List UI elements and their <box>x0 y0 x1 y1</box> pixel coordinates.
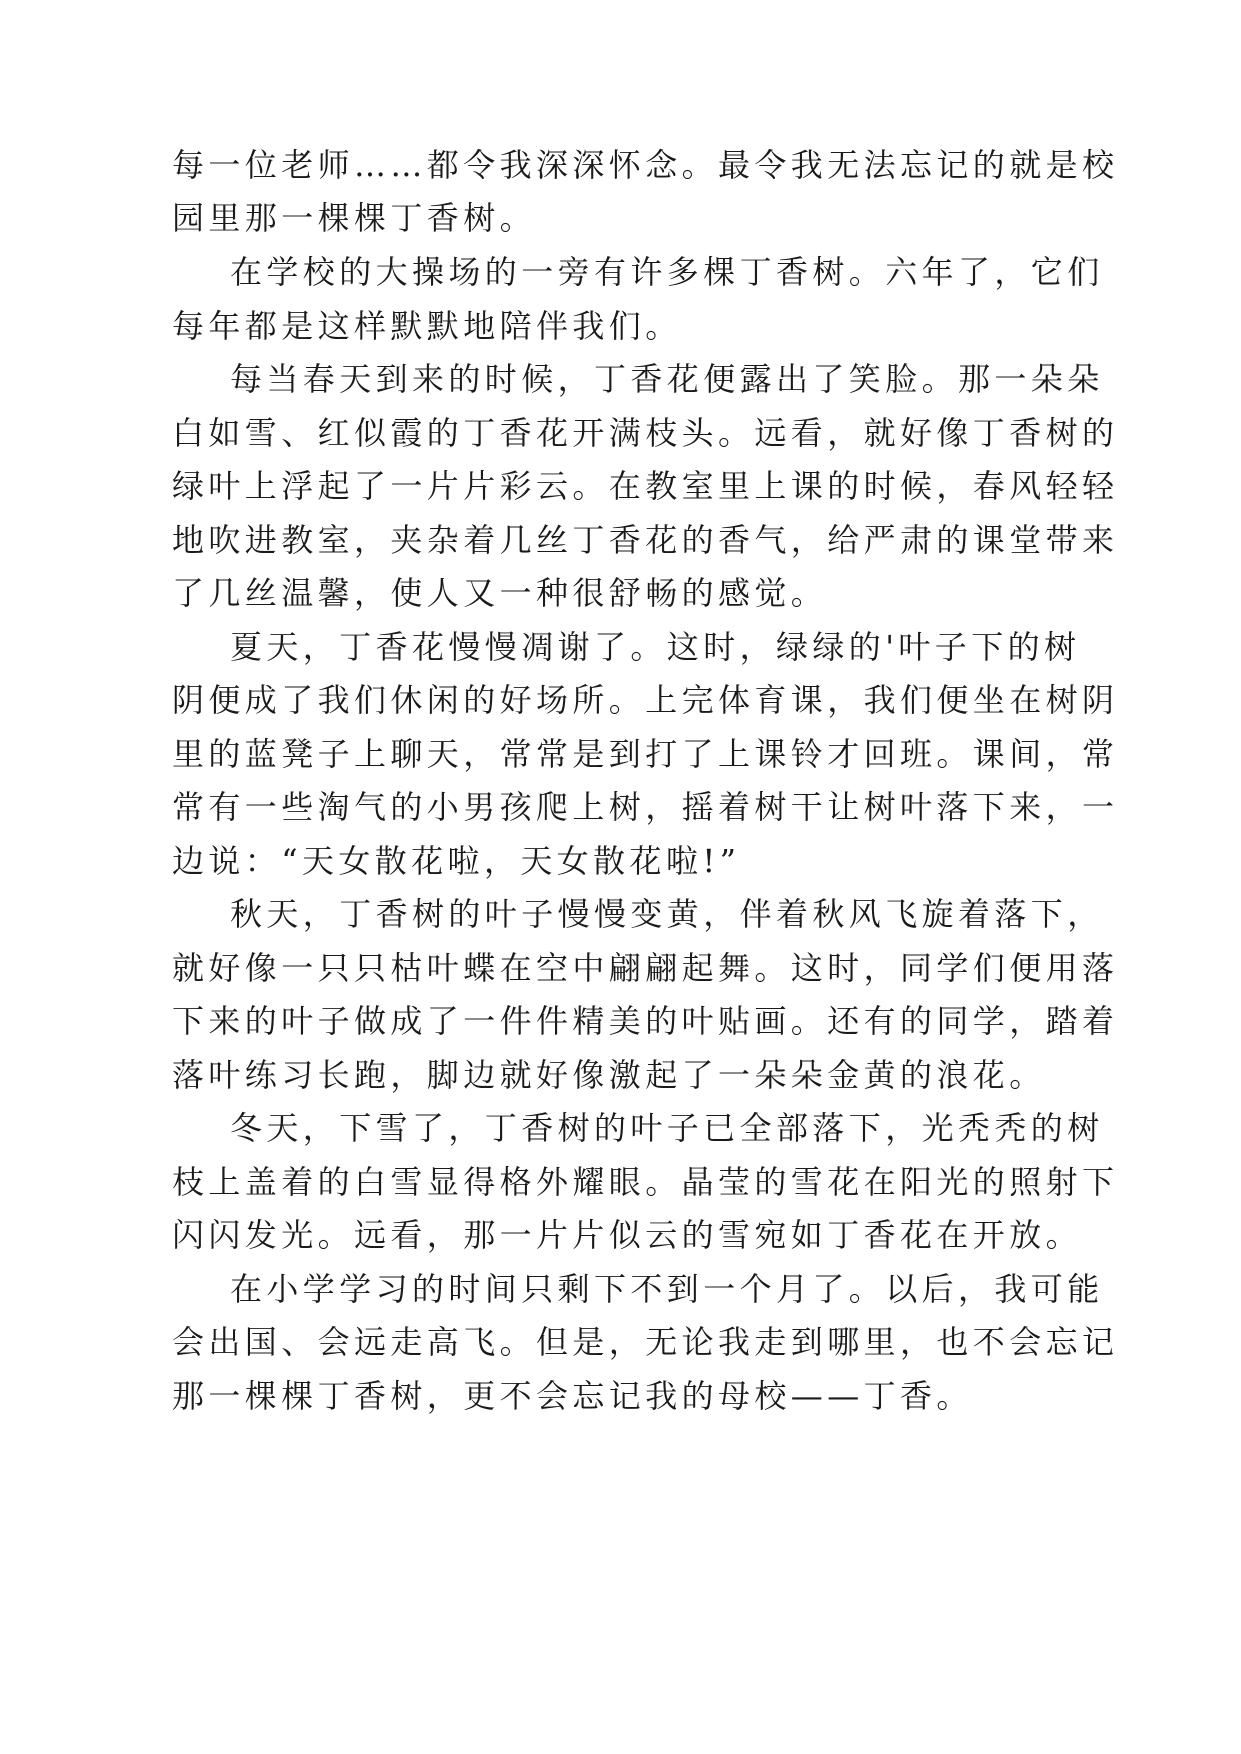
text-line: 在小学学习的时间只剩下不到一个月了。以后，我可能 <box>230 1270 1104 1308</box>
text-line: 每一位老师……都令我深深怀念。最令我无法忘记的就是校 <box>172 146 1119 184</box>
text-line: 下来的叶子做成了一件件精美的叶贴画。还有的同学，踏着 <box>172 1002 1119 1040</box>
text-line: 园里那一棵棵丁香树。 <box>172 199 537 237</box>
text-line: 常有一些淘气的小男孩爬上树，摇着树干让树叶落下来，一 <box>172 788 1119 826</box>
text-line: 每年都是这样默默地陪伴我们。 <box>172 307 682 345</box>
text-line: 地吹进教室，夹杂着几丝丁香花的香气，给严肃的课堂带来 <box>172 521 1119 559</box>
text-line: 闪闪发光。远看，那一片片似云的雪宛如丁香花在开放。 <box>172 1216 1083 1254</box>
text-line: 边说：“天女散花啦，天女散花啦!” <box>172 842 741 880</box>
text-line: 就好像一只只枯叶蝶在空中翩翩起舞。这时，同学们便用落 <box>172 949 1119 987</box>
text-line: 秋天，丁香树的叶子慢慢变黄，伴着秋风飞旋着落下， <box>230 895 1104 933</box>
text-line: 那一棵棵丁香树，更不会忘记我的母校——丁香。 <box>172 1377 973 1415</box>
text-line: 每当春天到来的时候，丁香花便露出了笑脸。那一朵朵 <box>230 360 1104 398</box>
text-line: 在学校的大操场的一旁有许多棵丁香树。六年了，它们 <box>230 253 1104 291</box>
text-line: 白如雪、红似霞的丁香花开满枝头。远看，就好像丁香树的 <box>172 414 1119 452</box>
text-line: 枝上盖着的白雪显得格外耀眼。晶莹的雪花在阳光的照射下 <box>172 1163 1119 1201</box>
text-line: 落叶练习长跑，脚边就好像激起了一朵朵金黄的浪花。 <box>172 1056 1046 1094</box>
text-line: 阴便成了我们休闲的好场所。上完体育课，我们便坐在树阴 <box>172 681 1119 719</box>
text-line: 了几丝温馨，使人又一种很舒畅的感觉。 <box>172 574 828 612</box>
text-line: 绿叶上浮起了一片片彩云。在教室里上课的时候，春风轻轻 <box>172 467 1119 505</box>
text-line: 会出国、会远走高飞。但是，无论我走到哪里，也不会忘记 <box>172 1323 1119 1361</box>
text-line: 里的蓝凳子上聊天，常常是到打了上课铃才回班。课间，常 <box>172 735 1119 773</box>
text-line: 夏天，丁香花慢慢凋谢了。这时，绿绿的'叶子下的树 <box>230 628 1081 666</box>
text-line: 冬天，下雪了，丁香树的叶子已全部落下，光秃秃的树 <box>230 1109 1104 1147</box>
